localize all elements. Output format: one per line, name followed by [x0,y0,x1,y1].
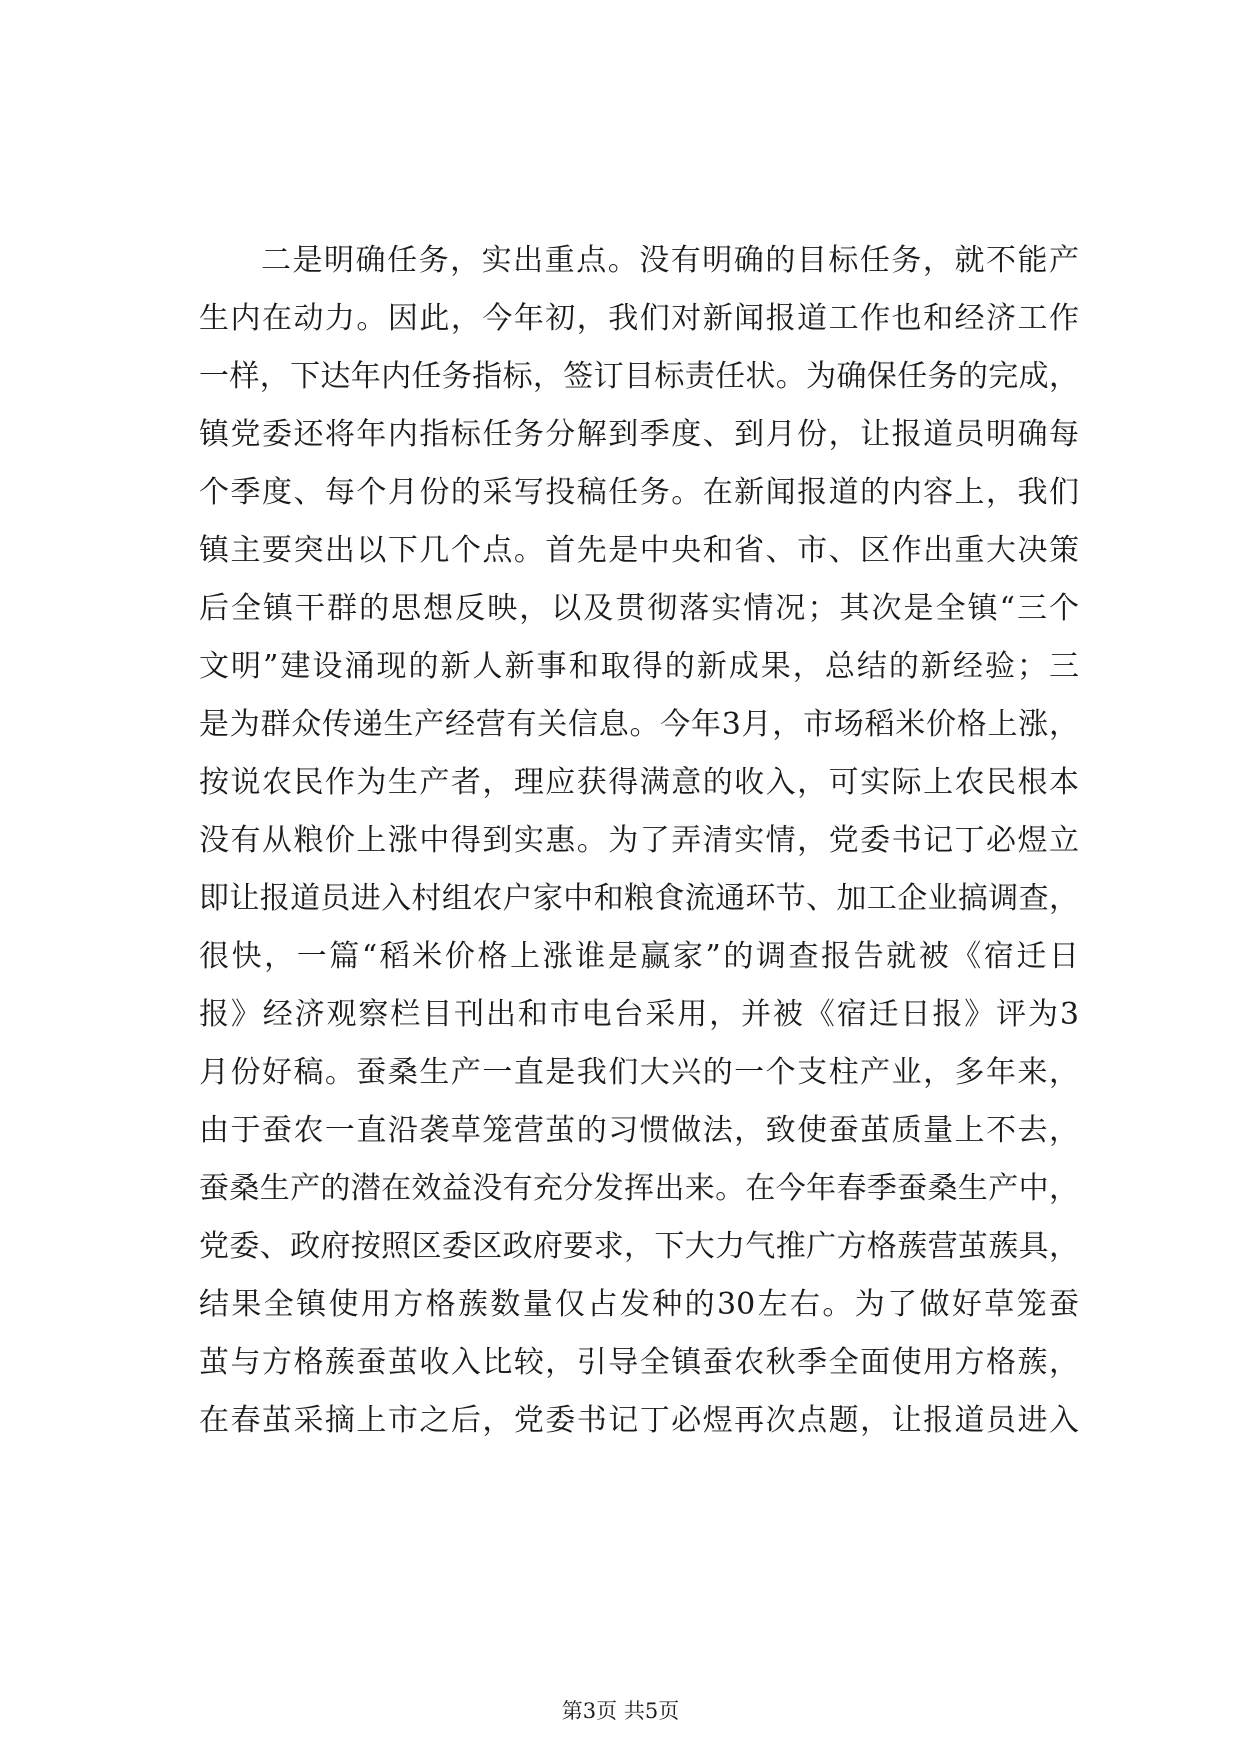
text-line: 蚕桑生产的潜在效益没有充分发挥出来。在今年春季蚕桑生产中， [199,1171,1079,1206]
body-paragraph [199,232,1079,1450]
text-line: 二是明确任务，实出重点。没有明确的目标任务，就不能产 [261,243,1079,278]
text-line: 没有从粮价上涨中得到实惠。为了弄清实情，党委书记丁必煜立 [199,823,1079,858]
text-line: 即让报道员进入村组农户家中和粮食流通环节、加工企业搞调查， [199,881,1079,916]
text-line: 一样，下达年内任务指标，签订目标责任状。为确保任务的完成， [199,359,1079,394]
text-line: 是为群众传递生产经营有关信息。今年3月，市场稻米价格上涨， [199,707,1079,742]
text-line: 文明”建设涌现的新人新事和取得的新成果，总结的新经验；三 [199,649,1079,684]
text-line: 报》经济观察栏目刊出和市电台采用，并被《宿迁日报》评为3 [199,997,1079,1032]
text-line: 结果全镇使用方格蔟数量仅占发种的30左右。为了做好草笼蚕 [199,1287,1079,1322]
text-line: 镇党委还将年内指标任务分解到季度、到月份，让报道员明确每 [199,417,1079,452]
text-line: 后全镇干群的思想反映，以及贯彻落实情况；其次是全镇“三个 [199,591,1079,626]
page-number-footer: 第3页 共5页 [561,1699,680,1723]
text-line: 生内在动力。因此，今年初，我们对新闻报道工作也和经济工作 [199,301,1079,336]
text-line: 月份好稿。蚕桑生产一直是我们大兴的一个支柱产业，多年来， [199,1055,1079,1090]
text-line: 镇主要突出以下几个点。首先是中央和省、市、区作出重大决策 [199,533,1079,568]
text-line: 按说农民作为生产者，理应获得满意的收入，可实际上农民根本 [199,765,1079,800]
text-line: 茧与方格蔟蚕茧收入比较，引导全镇蚕农秋季全面使用方格蔟， [199,1345,1079,1380]
text-line: 很快，一篇“稻米价格上涨谁是赢家”的调查报告就被《宿迁日 [199,939,1079,974]
text-line: 在春茧采摘上市之后，党委书记丁必煜再次点题，让报道员进入 [199,1403,1079,1438]
text-line: 个季度、每个月份的采写投稿任务。在新闻报道的内容上，我们 [199,475,1079,510]
text-line: 党委、政府按照区委区政府要求，下大力气推广方格蔟营茧蔟具， [199,1229,1079,1264]
text-line: 由于蚕农一直沿袭草笼营茧的习惯做法，致使蚕茧质量上不去， [199,1113,1079,1148]
